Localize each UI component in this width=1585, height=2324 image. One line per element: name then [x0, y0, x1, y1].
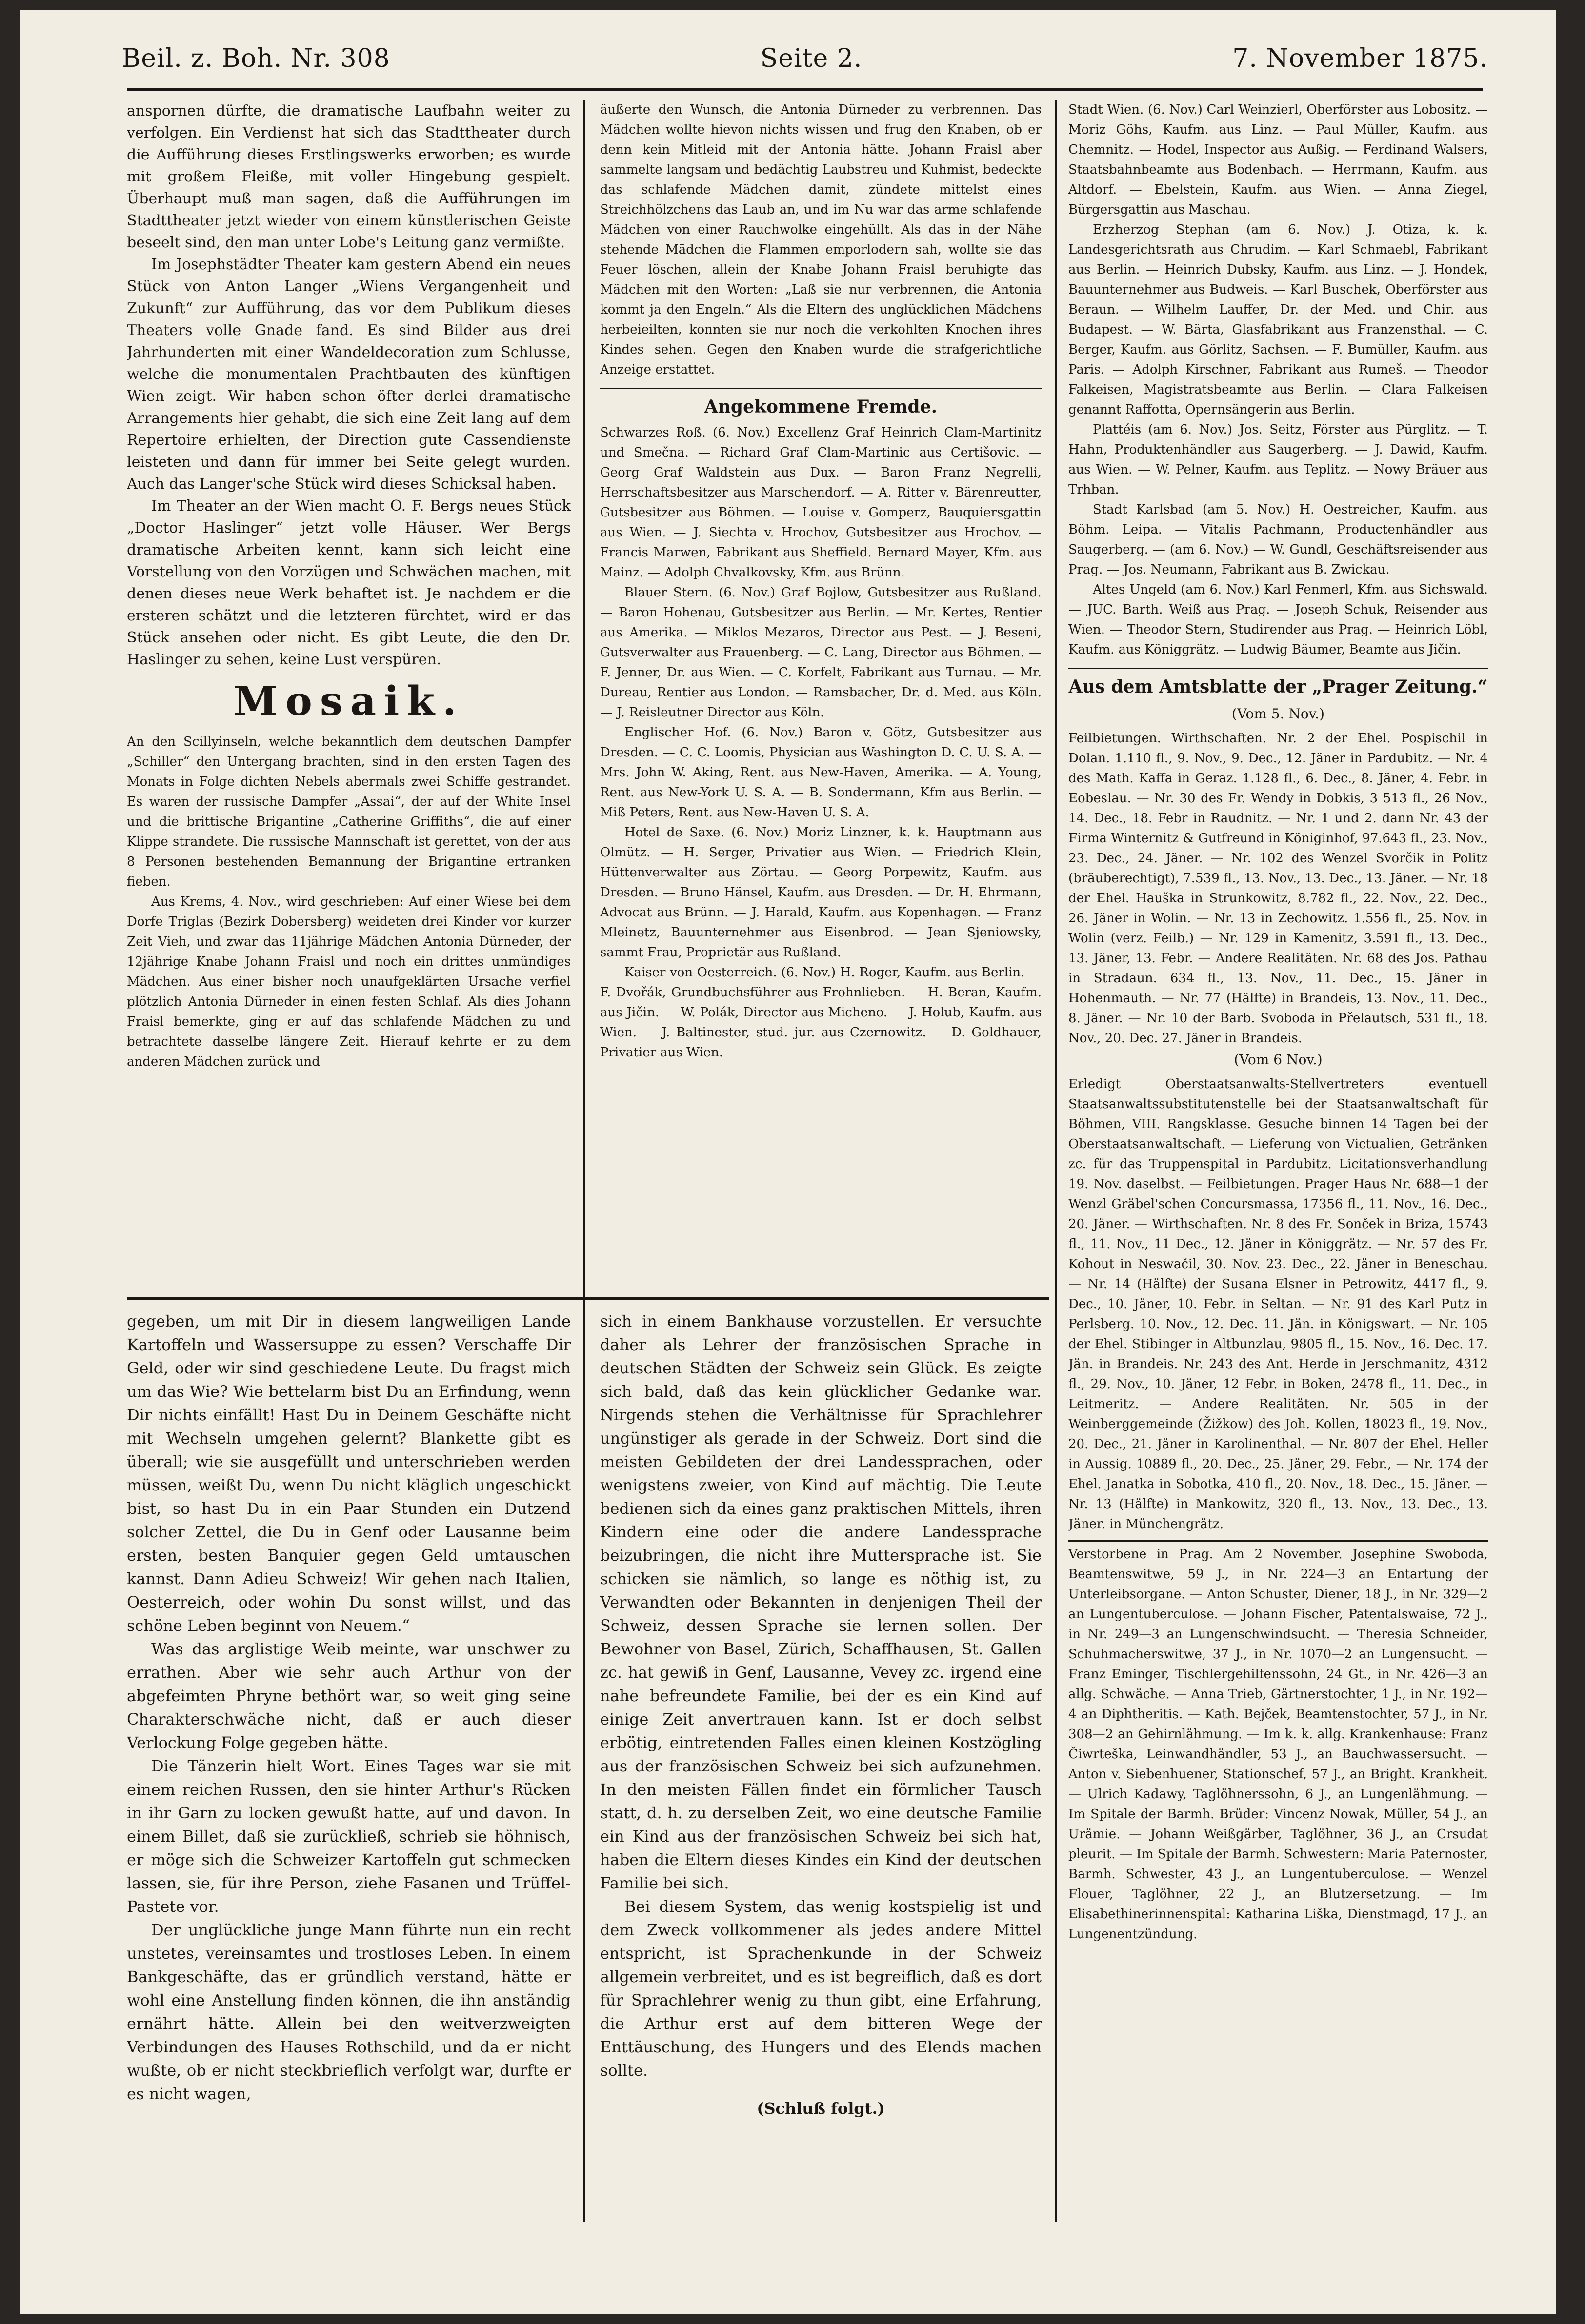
hotel-de-saxe: Hotel de Saxe. (6. Nov.) Moriz Linzner, k. k. Hauptmann aus Olmütz. — H. Serger, Privatier aus Wien. — Friedrich Klein, Hüttenverwalter aus Zörtau. — Georg Porpewitz, Kaufm. aus Dresden. — Bruno Hänsel, Kaufm. aus Dresden. — Dr. H. Ehrmann, Advocat aus Brünn. — J. Harald, Kaufm. aus Kopenhagen. — Franz Mleinetz, Bauunternehmer aus Eisenbrod. — Jean Sjeniowsky, sammt Frau, Proprietär aus Rußland. — [600, 825, 1042, 960]
page-header — [122, 34, 1488, 83]
feuilleton-right-paragraph-1: sich in einem Bankhause vorzustellen. Er versuchte daher als Lehrer der französischen Sprache in deutschen Städten der Schweiz sein Glück. Es zeigte sich bald, daß das kein glücklicher Gedanke war. Nirgends stehen die Verhältnisse für Sprachlehrer ungünstiger als gerade in der Schweiz. Dort sind die meisten Gebildeten der drei Landessprachen, oder wenigstens zweier, von Kind auf mächtig. Die Leute bedienen sich da eines ganz praktischen Mittels, ihren Kindern eine oder die andere Landessprache beizubringen, die nicht ihre Muttersprache ist. Sie schicken sie nämlich, so lange es nöthig ist, zu Verwandten oder Bekannten in denjenigen Theil der Schweiz, dessen Sprache sie lernen sollen. Der Bewohner von Basel, Zürich, Schaffhausen, St. Gallen zc. hat gewiß in Genf, Lausanne, Vevey zc. irgend eine nahe befreundete Familie, bei der es ein Kind auf einige Zeit anvertrauen kann. Ist er doch selbst erbötig, eintretenden Falles einen kleinen Kostzögling aus der französischen Schweiz bei sich aufzunehmen. In den meisten Fällen findet ein förmlicher Tausch statt, d. h. zu derselben Zeit, wo eine deutsche Familie ein Kind aus der französischen Schweiz bei sich hat, haben die Eltern dieses Kindes ein Kind der deutschen Familie bei sich. — [600, 1312, 1042, 1892]
gazette-date-2: (Vom 6 Nov.) — [1234, 1052, 1323, 1068]
mosaik-item-1: An den Scillyinseln, welche bekanntlich dem deutschen Dampfer „Schiller“ den Untergang brachten, sind in den ersten Tagen des Monats in Folge dichten Nebels abermals zwei Schiffe gestrandet. Es waren der russische Dampfer „Assai“, der auf der White Insel und die brittische Brigantine „Catherine Griffiths“, die auf einer Klippe strandete. Die russische Mannschaft ist gerettet, von der aus 8 Personen bestehenden Bemannung der Brigantine ertranken fieben. — [127, 735, 571, 889]
newspaper-page — [20, 10, 1556, 2314]
column-rule-1 — [583, 100, 585, 2222]
deaths-in-prague: Verstorbene in Prag. Am 2 November. Josephine Swoboda, Beamtenswitwe, 59 J., in Nr. 224—3 an Entartung der Unterleibsorgane. — Anton Schuster, Diener, 18 J., in Nr. 329—2 an Lungentuberculose. — Johann Fischer, Patentalswaise, 72 J., in Nr. 249—3 an Lungenschwindsucht. — Theresia Schneider, Schuhmacherswitwe, 37 J., in Nr. 1070—2 an Lungensucht. — Franz Eminger, Tischlergehilfenssohn, 24 Gt., in Nr. 426—3 an allg. Schwäche. — Anna Trieb, Gärtnerstochter, 1 J., in Nr. 192—4 an Diphtheritis. — Kath. Bejček, Beamtenstochter, 57 J., in Nr. 308—2 an Gehirnlähmung. — Im k. k. allg. Krankenhause: Franz Čiwrteška, Leinwandhändler, 53 J., an Bauchwassersucht. — Anton v. Siebenhuener, Stationschef, 57 J., an Bright. Krankheit. — Ulrich Kadawy, Taglöhnerssohn, 6 J., an Lungenlähmung. — Im Spitale der Barmh. Brüder: Vincenz Nowak, Müller, 54 J., an Urämie. — Johann Weißgärber, Taglöhner, 36 J., an Crsudat pleurit. — Im Spitale der Barmh. Schwestern: Maria Paternoster, Barmh. Schwester, 43 J., an Lungentuberculose. — Wenzel Flouer, Taglöhner, 22 J., an Blutzersetzung. — Im Elisabethinerinnenspital: Katharina Liška, Dienstmagd, 17 J., an Lungenentzündung. — [1068, 1547, 1488, 1942]
mosaik-heading: Mosaik. — [233, 678, 464, 725]
gazette-date-1: (Vom 5. Nov.) — [1231, 706, 1325, 722]
section-rule — [600, 388, 1042, 389]
auctions-nov-5: Feilbietungen. Wirthschaften. Nr. 2 der Ehel. Pospischil in Dolan. 1.110 fl., 9. Nov., 9. Dec., 12. Jäner in Pardubitz. — Nr. 4 des Math. Kaffa in Geraz. 1.128 fl., 6. Dec., 8. Jäner, 4. Febr. in Eobeslau. — Nr. 30 des Fr. Wendy in Dobkis, 3 513 fl., 26 Nov., 14. Dec., 18. Febr in Raudnitz. — Nr. 1 und 2. dann Nr. 43 der Firma Winternitz & Gutfreund in Königinhof, 97.643 fl., 23. Nov., 23. Dec., 24. Jäner. — Nr. 102 des Wenzel Svorčik in Politz (bräuberechtigt), 7.539 fl., 13. Nov., 13. Dec., 13. Jäner. — Nr. 18 der Ehel. Hauška in Strunkowitz, 8.782 fl., 22. Nov., 22. Dec., 26. Jäner in Wolin. — Nr. 13 in Zechowitz. 1.556 fl., 25. Nov. in Wolin (verz. Feilb.) — Nr. 129 in Kamenitz, 3.591 fl., 13. Dec., 13. Jäner, 13. Febr. — Andere Realitäten. Nr. 68 des Jos. Pathau in Stradaun. 634 fl., 13. Nov., 11. Dec., 15. Jäner in Hohenmauth. — Nr. 77 (Hälfte) in Brandeis, 13. Nov., 11. Dec., 8. Jäner. — Nr. 10 der Barb. Svoboda in Přelautsch, 531 fl., 18. Nov., 20. Dec. 27. Jäner in Brandeis. — [1068, 731, 1488, 1046]
column-rule-2 — [1055, 100, 1057, 2222]
hotel-erzherzog-stephan: Erzherzog Stephan (am 6. Nov.) J. Otiza, k. k. Landesgerichtsrath aus Chrudim. — Karl Schmaebl, Fabrikant aus Berlin. — Heinrich Dubsky, Kaufm. aus Linz. — J. Hondek, Bauunternehmer aus Budweis. — Karl Buschek, Oberförster aus Beraun. — Wilhelm Lauffer, Dr. der Med. und Chir. aus Budapest. — W. Bärta, Glasfabrikant aus Franzensthal. — C. Berger, Kaufm. aus Görlitz, Sachsen. — F. Bumüller, Kaufm. aus Paris. — Adolph Kirschner, Fabrikant aus Rumeš. — Theodor Falkeisen, Magistratsbeamte aus Berlin. — Clara Falkeisen genannt Raffotta, Opernsängerin aus Berlin. — [1068, 222, 1488, 417]
column-1 — [127, 100, 571, 1280]
feuilleton-left-paragraph-1: gegeben, um mit Dir in diesem langweiligen Lande Kartoffeln und Wassersuppe zu essen? Verschaffe Dir Geld, oder wir sind geschiedene Leute. Du fragst mich um das Wie? Wie bettelarm bist Du an Erfindung, wenn Dir nichts einfällt! Hast Du in Deinem Geschäfte nicht mit Wechseln umgehen gelernt? Blankette gibt es überall; wie sie ausgefüllt und unterschrieben werden müssen, weißt Du, wenn Du nicht kläglich ungeschickt bist, so hast Du in ein Paar Stunden ein Dutzend solcher Zettel, die Du in Genf oder Lausanne beim ersten, besten Banquier gegen Geld umtauschen kannst. Dann Adieu Schweiz! Wir gehen nach Italien, Oesterreich, oder wohin Du sonst willst, und das schöne Leben beginnt von Neuem.“ — [127, 1312, 571, 1635]
feuilleton-right-paragraph-2: Bei diesem System, das wenig kostspielig ist und dem Zweck vollkommener als jedes andere Mittel entspricht, ist Sprachenkunde in der Schweiz allgemein verbreitet, und es ist begreiflich, daß es dort für Sprachlehrer wenig zu thun gibt, eine Erfahrung, die Arthur erst auf dem bitteren Wege der Enttäuschung, des Hungers und des Elends machen sollte. — [600, 1897, 1042, 2080]
notices-nov-6: Erledigt Oberstaatsanwalts-Stellvertreters eventuell Staatsanwaltssubstitutenstelle bei der Staatsanwaltschaft für Böhmen, VIII. Rangsklasse. Gesuche binnen 14 Tagen bei der Oberstaatsanwaltschaft. — Lieferung von Victualien, Getränken zc. für das Truppenspital in Pardubitz. Licitationsverhandlung 19. Nov. daselbst. — Feilbietungen. Prager Haus Nr. 688—1 der Wenzl Gräbel'schen Concursmassa, 17356 fl., 11. Nov., 16. Dec., 20. Jäner. — Wirthschaften. Nr. 8 des Fr. Sonček in Briza, 15743 fl., 11. Nov., 11 Dec., 12. Jäner in Königgrätz. — Nr. 57 des Fr. Kohout in Neswačil, 30. Nov. 23. Dec., 22. Jäner in Beneschau. — Nr. 14 (Hälfte) der Susana Elsner in Petrowitz, 4417 fl., 9. Dec., 10. Jäner, 10. Febr. in Seltan. — Nr. 91 des Karl Putz in Perlsberg. 10. Nov., 12. Dec. 11. Jän. in Königswart. — Nr. 105 der Ehel. Stibinger in Altbunzlau, 9805 fl., 15. Nov., 16. Dec. 17. Jän. in Brandeis. Nr. 243 des Ant. Herde in Jerschmanitz, 4312 fl., 29. Nov., 10. Jäner, 12 Febr. in Boken, 2478 fl., 11. Dec., in Leitmeritz. — Andere Realitäten. Nr. 505 in der Weinberggemeinde (Žižkow) des Joh. Kollen, 18023 fl., 19. Nov., 20. Dec., 21. Jäner in Karolinenthal. — Nr. 807 der Ehel. Heller in Aussig. 10889 fl., 20. Dec., 25. Jäner, 29. Febr., — Nr. 174 der Ehel. Janatka in Sobotka, 410 fl., 20. Nov., 18. Dec., 15. Jäner. — Nr. 13 (Hälfte) in Mankowitz, 320 fl., 13. Nov., 13. Dec., 13. Jäner. in Münchengrätz. — [1068, 1077, 1488, 1531]
header-supplement: Beil. z. Boh. Nr. 308 — [122, 44, 390, 73]
hotel-platteis: Plattéis (am 6. Nov.) Jos. Seitz, Förster aus Pürglitz. — T. Hahn, Produktenhändler aus Saugerberg. — J. Dawid, Kaufm. aus Wien. — W. Pelner, Kaufm. aus Teplitz. — Nowy Bräuer aus Trhban. — [1068, 422, 1488, 497]
theater-paragraph-2: Im Josephstädter Theater kam gestern Abend ein neues Stück von Anton Langer „Wiens Vergangenheit und Zukunft“ zur Aufführung, das vor dem Publikum dieses Theaters volle Gnade fand. Es sind Bilder aus drei Jahrhunderten mit einer Wandeldecoration zum Schlusse, welche die monumentalen Prachtbauten des künftigen Wien zeigt. Wir haben schon öfter derlei dramatische Arrangements hier gehabt, die sich eine Zeit lang auf dem Repertoire erhielten, der Direction gute Cassendienste leisteten und dann für immer bei Seite gelegt wurden. Auch das Langer'sche Stück wird dieses Schicksal haben. — [127, 256, 571, 493]
hotel-kaiser-von-oesterreich: Kaiser von Oesterreich. (6. Nov.) H. Roger, Kaufm. aus Berlin. — F. Dvořák, Grundbuchsführer aus Frohnlieben. — H. Beran, Kaufm. aus Jičin. — W. Polák, Director aus Micheno. — J. Holub, Kaufm. aus Wien. — J. Baltinester, stud. jur. aus Czernowitz. — D. Goldhauer, Privatier aus Wien. — [600, 965, 1042, 1060]
header-date: 7. November 1875. — [1232, 44, 1488, 73]
hotel-stadt-wien: Stadt Wien. (6. Nov.) Carl Weinzierl, Oberförster aus Lobositz. — Moriz Göhs, Kaufm. aus Linz. — Paul Müller, Kaufm. aus Chemnitz. — Hodel, Inspector aus Außig. — Ferdinand Walsers, Staatsbahnbeamte aus Bodenbach. — Herrmann, Kaufm. aus Altdorf. — Ebelstein, Kaufm. aus Wien. — Anna Ziegel, Bürgersgattin aus Maschau. — [1068, 102, 1488, 217]
feuilleton-left-paragraph-3: Die Tänzerin hielt Wort. Eines Tages war sie mit einem reichen Russen, den sie hinter Arthur's Rücken in ihr Garn zu locken gewußt hatte, auf und davon. In einem Billet, daß sie zurückließ, schrieb sie höhnisch, er möge sich die Schweizer Kartoffeln gut schmecken lassen, sie, für ihre Person, ziehe Fasanen und Trüffel-Pastete vor. — [127, 1757, 571, 1916]
feuilleton-left-paragraph-2: Was das arglistige Weib meinte, war unschwer zu errathen. Aber wie sehr auch Arthur von der abgefeimten Phryne bethört war, so weit ging seine Charakterschwäche nicht, daß er auch dieser Verlockung Folge gegeben hätte. — [127, 1640, 571, 1752]
section-rule — [1068, 1540, 1488, 1542]
mosaik-item-2: Aus Krems, 4. Nov., wird geschrieben: Auf einer Wiese bei dem Dorfe Triglas (Bezirk Dobersberg) weideten drei Kinder vor kurzer Zeit Vieh, und zwar das 11jährige Mädchen Antonia Dürneder, der 12jährige Knabe Johann Fraisl und noch ein drittes unmündiges Mädchen. Aus einer bisher noch unaufgeklärten Ursache verfiel plötzlich Antonia Dürneder in einen festen Schlaf. Als dies Johann Fraisl bemerkte, ging er auf das schlafende Mädchen zu und betrachtete dasselbe längere Zeit. Hierauf kehrte er zu dem anderen Mädchen zurück und — [127, 894, 571, 1069]
header-page-number: Seite 2. — [760, 44, 863, 73]
hotel-altes-ungeld: Altes Ungeld (am 6. Nov.) Karl Fenmerl, Kfm. aus Sichswald. — JUC. Barth. Weiß aus Prag. — Joseph Schuk, Reisender aus Wien. — Theodor Stern, Studirender aus Prag. — Heinrich Löbl, Kaufm. aus Königgrätz. — Ludwig Bäumer, Beamte aus Jičin. — [1068, 582, 1488, 657]
feuilleton-left — [127, 1310, 571, 2222]
section-rule — [1068, 668, 1488, 669]
arrivals-heading: Angekommene Fremde. — [704, 397, 938, 417]
column-2 — [600, 100, 1042, 1290]
feuilleton-right — [600, 1310, 1042, 2222]
continued-note: (Schluß folgt.) — [757, 2099, 885, 2118]
hotel-schwarzes-ross: Schwarzes Roß. (6. Nov.) Excellenz Graf Heinrich Clam-Martinitz und Smečna. — Richard Graf Clam-Martinic aus Certišovic. — Georg Graf Waldstein aus Dux. — Baron Franz Negrelli, Herrschaftsbesitzer aus Marschendorf. — A. Ritter v. Bärenreutter, Gutsbesitzer aus Böhmen. — Louise v. Gomperz, Bauquiersgattin aus Wien. — J. Siechta v. Hrochov, Gutsbesitzer aus Hrochov. — Francis Marwen, Fabrikant aus Sheffield. Bernard Mayer, Kfm. aus Mainz. — Adolph Chvalkovsky, Kfm. aus Brünn. — [600, 425, 1042, 580]
hotel-englischer-hof: Englischer Hof. (6. Nov.) Baron v. Götz, Gutsbesitzer aus Dresden. — C. C. Loomis, Physician aus Washington D. C. U. S. A. — Mrs. John W. Aking, Rent. aus New-Haven, Amerika. — A. Young, Rent. aus New-York U. S. A. — B. Sondermann, Kfm aus Berlin. — Miß Peters, Rent. aus New-Haven U. S. A. — [600, 725, 1042, 820]
feuilleton-rule — [127, 1297, 1049, 1300]
theater-paragraph-1: anspornen dürfte, die dramatische Laufbahn weiter zu verfolgen. Ein Verdienst hat sich das Stadttheater durch die Aufführung dieses Erstlingswerks erworben; es wurde mit großem Fleiße, mit voller Hingebung gespielt. Überhaupt muß man sagen, daß die Aufführungen im Stadttheater jetzt wieder von einem künstlerischen Geiste beseelt sind, den man unter Lobe's Leitung ganz vermißte. — [127, 102, 571, 251]
hotel-stadt-karlsbad: Stadt Karlsbad (am 5. Nov.) H. Oestreicher, Kaufm. aus Böhm. Leipa. — Vitalis Pachmann, Productenhändler aus Saugerberg. — (am 6. Nov.) — W. Gundl, Geschäftsreisender aus Prag. — Jos. Neumann, Fabrikant aus B. Zwickau. — [1068, 502, 1488, 577]
hotel-blauer-stern: Blauer Stern. (6. Nov.) Graf Bojlow, Gutsbesitzer aus Rußland. — Baron Hohenau, Gutsbesitzer aus Berlin. — Mr. Kertes, Rentier aus Amerika. — Miklos Mezaros, Director aus Pest. — J. Beseni, Gutsverwalter aus Frauenberg. — C. Lang, Director aus Böhmen. — F. Jenner, Dr. aus Wien. — C. Korfelt, Fabrikant aus Turnau. — Mr. Dureau, Rentier aus London. — Ramsbacher, Dr. d. Med. aus Köln. — J. Reisleutner Director aus Köln. — [600, 585, 1042, 720]
official-gazette-heading: Aus dem Amtsblatte der „Prager Zeitung.“ — [1068, 676, 1488, 697]
header-rule — [127, 88, 1483, 91]
feuilleton-left-paragraph-4: Der unglückliche junge Mann führte nun ein recht unstetes, vereinsamtes und trostloses Leben. In einem Bankgeschäfte, das er gründlich verstand, hätte er wohl eine Anstellung finden können, die ihn anständig ernährt hätte. Allein bei den weitverzweigten Verbindungen des Hauses Rothschild, und da er nicht wußte, ob er nicht steckbrieflich verfolgt war, durfte er es nicht wagen, — [127, 1921, 571, 2103]
fraisl-story-end: äußerte den Wunsch, die Antonia Dürneder zu verbrennen. Das Mädchen wollte hievon nichts wissen und frug den Knaben, ob er denn kein Mitleid mit der Antonia hätte. Johann Fraisl aber sammelte langsam und bedächtig Laubstreu und Kuhmist, bedeckte das schlafende Mädchen damit, zündete mittelst eines Streichhölzchens das Laub an, und im Nu war das arme schlafende Mädchen von einer Rauchwolke eingehüllt. Als das in der Nähe stehende Mädchen die Flammen emporlodern sah, wollte sie das Feuer löschen, allein der Knabe Johann Fraisl beruhigte das Mädchen mit den Worten: „Laß sie nur verbrennen, die Antonia kommt ja den Engeln.“ Als die Eltern des unglücklichen Mädchens herbeieilten, konnten sie nur noch die verkohlten Knochen ihres Kindes sehen. Gegen den Knaben wurde die strafgerichtliche Anzeige erstattet. — [600, 102, 1042, 377]
column-3 — [1068, 100, 1488, 2222]
theater-paragraph-3: Im Theater an der Wien macht O. F. Bergs neues Stück „Doctor Haslinger“ jetzt volle Häuser. Wer Bergs dramatische Arbeiten kennt, kann sich leicht eine Vorstellung von den Vorzügen und Schwächen machen, mit denen dieses neue Werk behaftet ist. Je nachdem er die ersteren schätzt und die letzteren fürchtet, wird er das Stück ansehen oder nicht. Es gibt Leute, die den Dr. Haslinger zu sehen, keine Lust verspüren. — [127, 497, 571, 668]
